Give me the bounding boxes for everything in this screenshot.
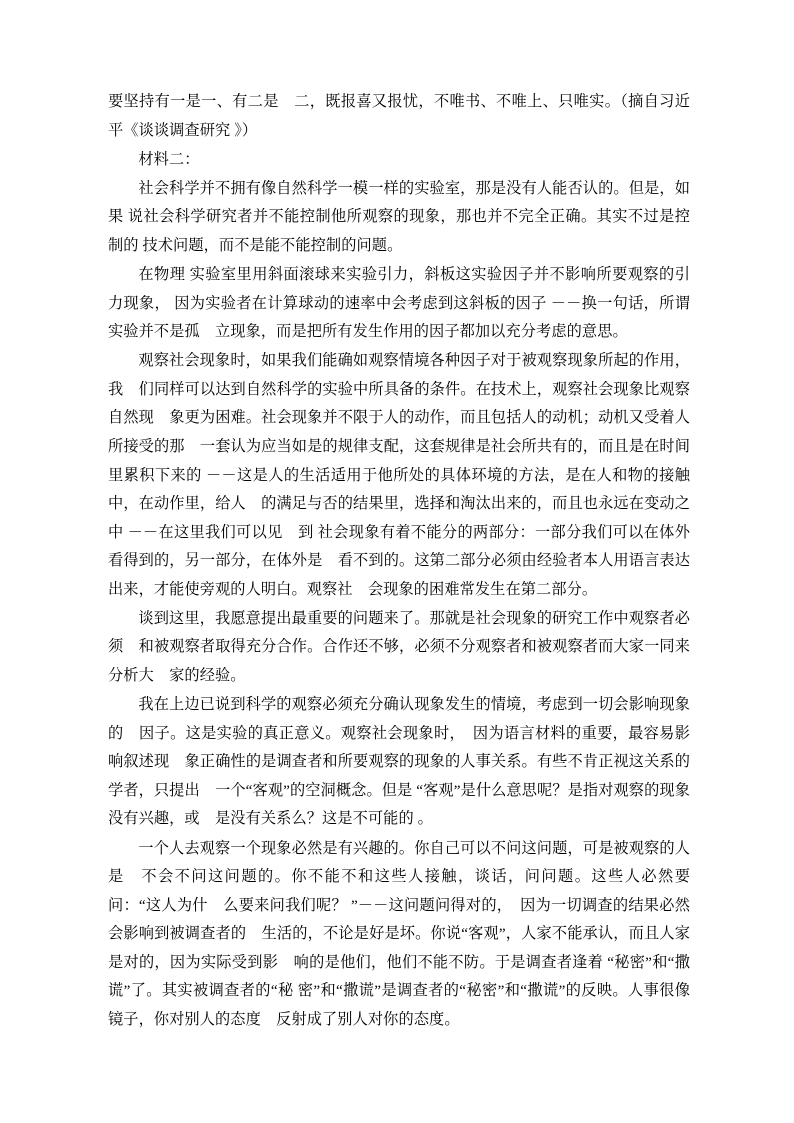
paragraph-1: 要坚持有一是一、有二是 二，既报喜又报忧，不唯书、不唯上、只唯实。（摘自习近平《谈谈调查研究 》） bbox=[108, 93, 690, 139]
paragraph-7: 我在上边已说到科学的观察必须充分确认现象发生的情境，考虑到一切会影响现象的 因子。这是实验的真正意义。观察社会现象时， 因为语言材料的重要，最容易影响叙述现 象正确性的是调查者和所要观察的现象的人事关系。有些不肯正视这关系的学者，只提出 一个“客观”的空洞概念。但是 “客观”是什么意思呢？是指对观察的现象没有兴趣，或 是没有关系么？这是不可能的 。 bbox=[108, 696, 690, 828]
paragraph-4: 在物理 实验室里用斜面滚球来实验引力，斜板这实验因子并不影响所要观察的引力现象， 因为实验者在计算球动的速率中会考虑到这斜板的因子 －－换一句话，所谓实验并不是孤 立现象，而是把所有发生作用的因子都加以充分考虑的意思。 bbox=[108, 265, 690, 341]
paragraph-3: 社会科学并不拥有像自然科学一模一样的实验室，那是没有人能否认的。但是，如果 说社会科学研究者并不能控制他所观察的现象，那也并不完全正确。其实不过是控制的 技术问题，而不是能不能控制的问题。 bbox=[108, 179, 690, 254]
paragraph-8: 一个人去观察一个现象必然是有兴趣的。你自己可以不问这问题，可是被观察的人是 不会不问这问题的。你不能不和这些人接触，谈话，问问题。这些人必然要问：“这人为什 么要来问我们呢？ ”－－这问题问得对的， 因为一切调查的结果必然会影响到被调查者的 生活的，不论是好是坏。你说“客观”，人家不能承认，而且人家是对的，因为实际受到影 响的是他们，他们不能不防。于是调查者逢着 “秘密”和“撒谎”了。其实被调查者的“秘 密”和“撒谎”是调查者的“秘密”和“撒谎”的反映。人事很像镜子，你对别人的态度 反射成了别人对你的态度。 bbox=[108, 839, 690, 1028]
paragraph-2: 材料二： bbox=[138, 150, 200, 168]
paragraph-5: 观察社会现象时，如果我们能确如观察情境各种因子对于被观察现象所起的作用，我 们同样可以达到自然科学的实验中所具备的条件。在技术上，观察社会现象比观察自然现 象更为困难。社会现象并不限于人的动作，而且包括人的动机；动机又受着人所接受的那 一套认为应当如是的规律支配，这套规律是社会所共有的，而且是在时间里累积下来的 －－这是人的生活适用于他所处的具体环境的方法，是在人和物的接触中，在动作里，给人 的满足与否的结果里，选择和淘汰出来的，而且也永远在变动之中 －－在这里我们可以见 到 社会现象有着不能分的两部分：一部分我们可以在体外看得到的，另一部分，在体外是 看不到的。这第二部分必须由经验者本人用语言表达出来，才能使旁观的人明白。观察社 会现象的困难常发生在第二部分。 bbox=[108, 352, 690, 598]
document-body bbox=[108, 88, 690, 1035]
paragraph-6: 谈到这里，我愿意提出最重要的问题来了。那就是社会现象的研究工作中观察者必须 和被观察者取得充分合作。合作还不够，必须不分观察者和被观察者而大家一同来分析大 家的经验。 bbox=[108, 609, 690, 685]
